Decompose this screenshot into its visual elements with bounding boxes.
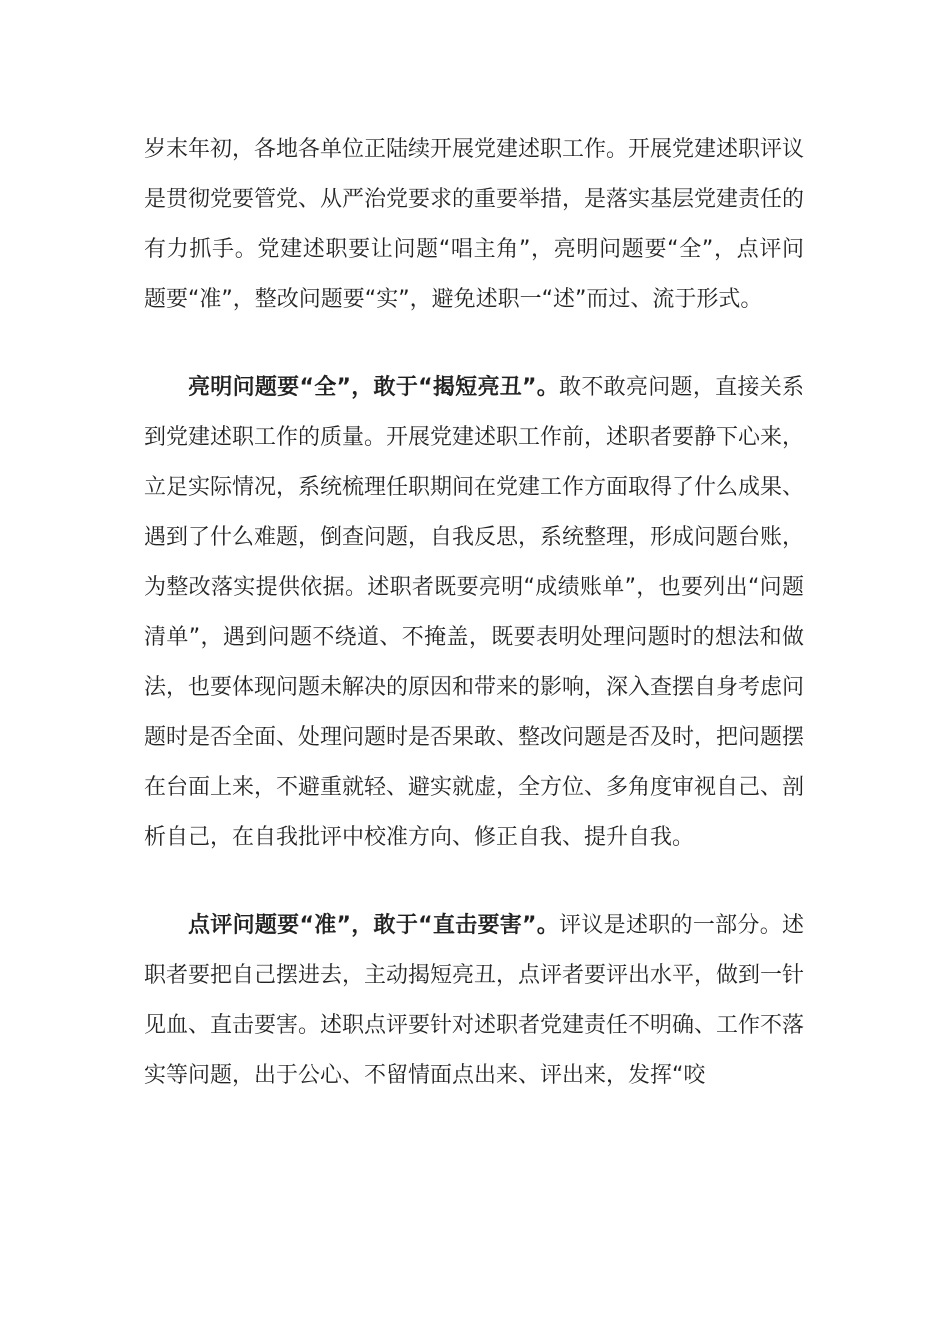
- intro-paragraph: [144, 125, 804, 325]
- section-paragraph-expose-problems: [144, 363, 804, 863]
- document-page: [144, 125, 804, 1101]
- section-paragraph-comment-problems: [144, 901, 804, 1101]
- section-heading-expose-problems: 亮明问题要“全”，敢于“揭短亮丑”。: [188, 375, 560, 400]
- section-heading-comment-problems: 点评问题要“准”，敢于“直击要害”。: [188, 913, 560, 938]
- section-body-comment-problems: 评议是述职的一部分。述职者要把自己摆进去，主动揭短亮丑，点评者要评出水平，做到一针见血、直击要害。述职点评要针对述职者党建责任不明确、工作不落实等问题，出于公心、不留情面点出来、评出来，发挥“咬: [144, 913, 805, 1088]
- paragraph-gap: [144, 863, 804, 901]
- paragraph-gap: [144, 325, 804, 363]
- section-body-expose-problems: 敢不敢亮问题，直接关系到党建述职工作的质量。开展党建述职工作前，述职者要静下心来，立足实际情况，系统梳理任职期间在党建工作方面取得了什么成果、遇到了什么难题，倒查问题，自我反思，系统整理，形成问题台账，为整改落实提供依据。述职者既要亮明“成绩账单”，也要列出“问题清单”，遇到问题不绕道、不掩盖，既要表明处理问题时的想法和做法，也要体现问题未解决的原因和带来的影响，深入查摆自身考虑问题时是否全面、处理问题时是否果敢、整改问题是否及时，把问题摆在台面上来，不避重就轻、避实就虚，全方位、多角度审视自己、剖析自己，在自我批评中校准方向、修正自我、提升自我。: [144, 375, 805, 850]
- intro-paragraph-text: 岁末年初，各地各单位正陆续开展党建述职工作。开展党建述职评议是贯彻党要管党、从严治党要求的重要举措，是落实基层党建责任的有力抓手。党建述职要让问题“唱主角”，亮明问题要“全”，点评问题要“准”，整改问题要“实”，避免述职一“述”而过、流于形式。: [144, 137, 805, 312]
